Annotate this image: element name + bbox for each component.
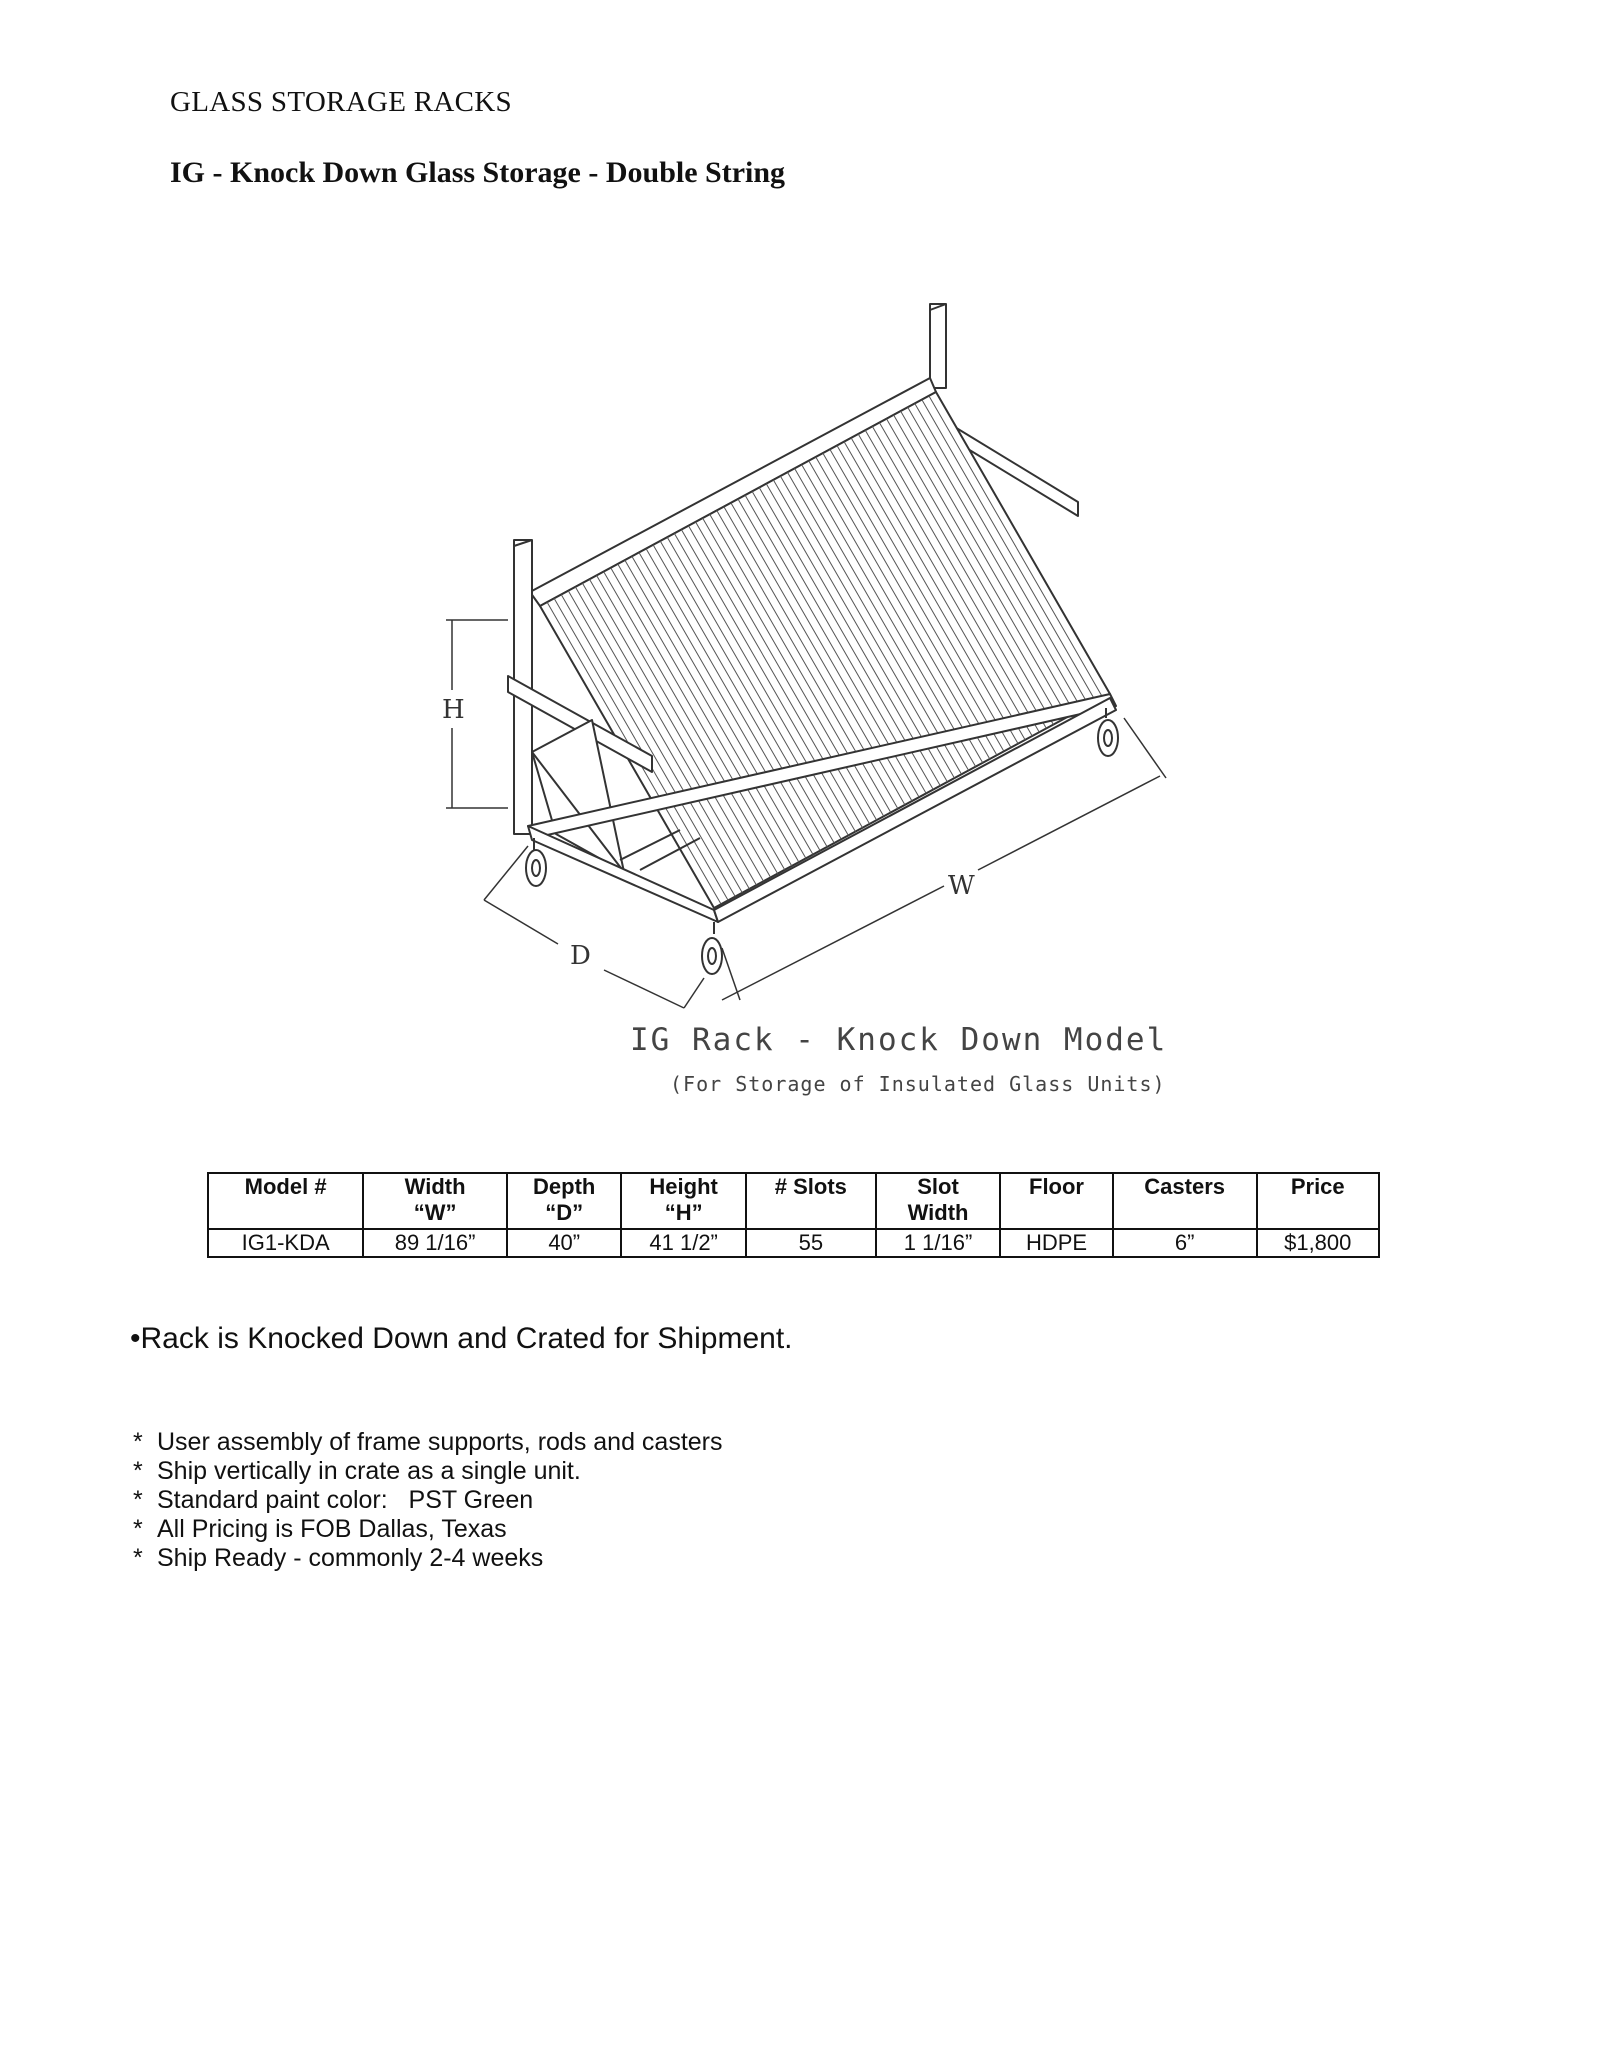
notes-list xyxy=(133,1428,723,1573)
cell-model: IG1-KDA xyxy=(208,1229,363,1257)
width-label: W xyxy=(948,871,975,901)
cell-height: 41 1/2” xyxy=(621,1229,745,1257)
cell-casters: 6” xyxy=(1113,1229,1257,1257)
cell-floor: HDPE xyxy=(1000,1229,1113,1257)
drawing-title: IG Rack - Knock Down Model xyxy=(630,1022,1168,1058)
list-item: * Ship Ready - commonly 2-4 weeks xyxy=(133,1544,544,1572)
height-label: H xyxy=(442,695,465,725)
header-slot-width: Slot Width xyxy=(876,1173,1000,1229)
header-model: Model # xyxy=(208,1173,363,1229)
header-casters: Casters xyxy=(1113,1173,1257,1229)
header-width: Width “W” xyxy=(363,1173,507,1229)
header-height: Height “H” xyxy=(621,1173,745,1229)
depth-dimension xyxy=(484,846,704,1008)
product-title: IG - Knock Down Glass Storage - Double String xyxy=(170,156,786,189)
header-floor: Floor xyxy=(1000,1173,1113,1229)
spec-header-row xyxy=(208,1173,1379,1229)
cell-slot-width: 1 1/16” xyxy=(876,1229,1000,1257)
shipment-note: •Rack is Knocked Down and Crated for Shipment. xyxy=(130,1322,793,1355)
drawing-subtitle: (For Storage of Insulated Glass Units) xyxy=(670,1072,1166,1096)
list-item: * Ship vertically in crate as a single unit. xyxy=(133,1457,581,1485)
list-item: * Standard paint color: PST Green xyxy=(133,1486,534,1514)
cell-slots: 55 xyxy=(746,1229,876,1257)
table-row xyxy=(208,1229,1379,1257)
rear-post xyxy=(930,304,946,388)
section-heading: GLASS STORAGE RACKS xyxy=(170,86,512,118)
header-price: Price xyxy=(1257,1173,1380,1229)
list-item: * All Pricing is FOB Dallas, Texas xyxy=(133,1515,507,1543)
header-slots: # Slots xyxy=(746,1173,876,1229)
cell-price: $1,800 xyxy=(1257,1229,1380,1257)
cell-width: 89 1/16” xyxy=(363,1229,507,1257)
cell-depth: 40” xyxy=(507,1229,622,1257)
caster-front-right xyxy=(702,922,722,974)
list-item: * User assembly of frame supports, rods and casters xyxy=(133,1428,723,1456)
spec-table xyxy=(207,1172,1380,1258)
depth-label: D xyxy=(570,941,591,971)
header-depth: Depth “D” xyxy=(507,1173,622,1229)
